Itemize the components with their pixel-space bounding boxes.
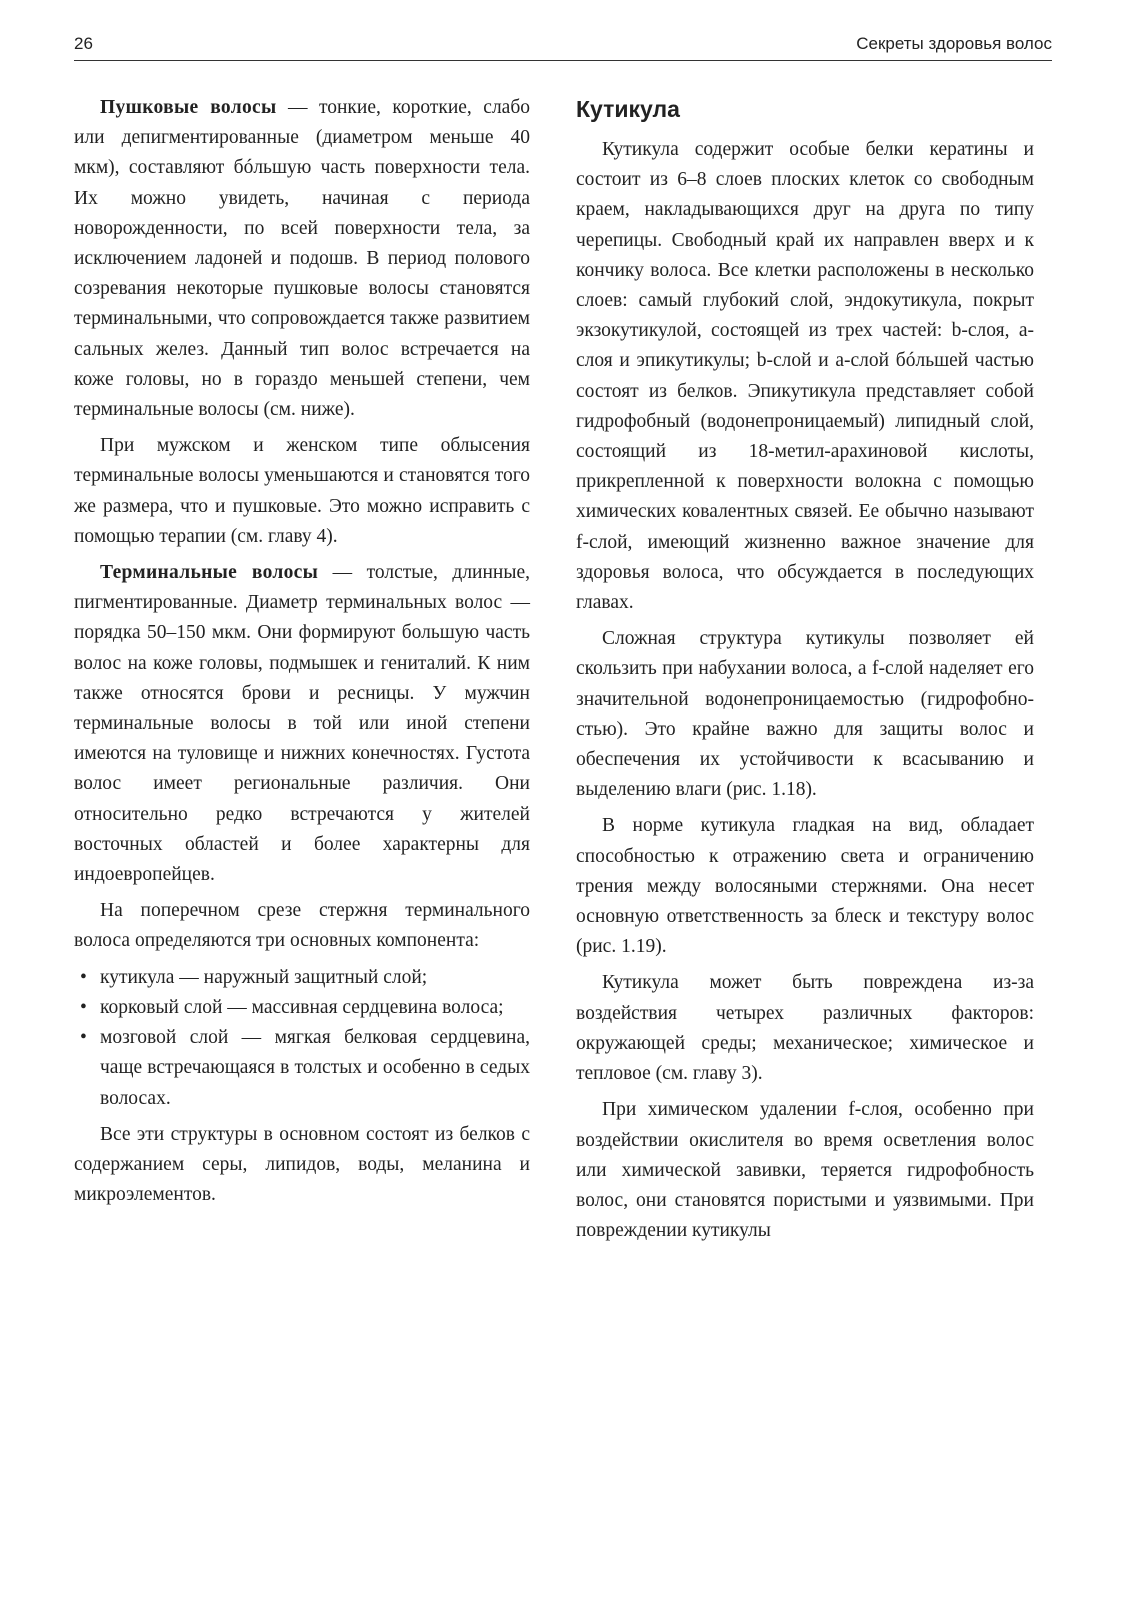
list-item: [74, 963, 530, 993]
list-item: [74, 1023, 530, 1114]
bullet-icon: •: [80, 1027, 87, 1049]
term-vellus-hair: Пушковые волосы: [100, 97, 277, 118]
paragraph-cuticle-structure: Кутикула содержит особые белки кератины и состоит из 6–8 слоев плоских клеток со свободным краем, накладывающихся друг на друга по типу черепицы. Свободный край их направлен вверх и к кончику волоса. Все клетки расположены в несколько слоев: самый глубокий слой, эндокутикула, покрыт экзокутикулой, состоящей из трех частей: b-слоя, а-слоя и эпикутикулы; b-слой и а-слой бóльшей частью состоят из белков. Эпикутикула представляет собой гидрофобный (водонепроницаемый) липидный слой, состоящий из 18-метил-арахиновой кислоты, прикрепленной к поверхности волокна с помощью химических ковалентных связей. Ее обычно называют f-слой, имеющий жизненно важное значение для здоровья волоса, что обсуждается в последующих главах.: [576, 139, 1034, 614]
bullet-icon: •: [80, 996, 87, 1018]
list-item-text: мозговой слой — мягкая белковая сердцевина, чаще встречающаяся в толстых и особенно в седых волосах.: [100, 1027, 530, 1109]
bullet-icon: •: [80, 966, 87, 988]
vellus-hair-text: — тонкие, короткие, слабо или депигментированные (диаметром меньше 40 мкм), составляют бóльшую часть поверхности тела. Их можно увидеть, начиная с периода новорожденности, по всей поверхности тела, за исключением ладоней и подошв. В период полового созревания некоторые пушковые волосы становятся терминальными, что сопровождается также развитием сальных желез. Данный тип волос встречается на коже головы, но в гораздо меньшей степени, чем терминальные волосы (см. ниже).: [74, 97, 531, 421]
paragraph-alopecia: При мужском и женском типе облысения терминальные волосы уменьшаются и становятся того же размера, что и пушковые. Это можно исправить с помощью терапии (см. главу 4).: [74, 435, 530, 547]
section-heading: Кутикула: [576, 96, 680, 122]
paragraph-cuticle-damage: Кутикула может быть повреждена из-за воздействия четырех различных факторов: окружающей среды; механическое; химическое и тепловое (см. главу 3).: [576, 972, 1034, 1085]
list-item-text: корковый слой — массивная сердцевина волоса;: [100, 996, 504, 1018]
term-terminal-hair: Терминальные волосы: [100, 562, 319, 584]
paragraph-cross-section: На поперечном срезе стержня терминального волоса определяются три основных компонента:: [74, 900, 530, 952]
paragraph-f-layer-removal: При химическом удалении f-слоя, особенно при воздействии окислителя во время осветления волос или химической завивки, теряется гидрофобность волос, они становятся пористыми и уязвимыми. При повреждении кутикулы: [576, 1099, 1034, 1242]
paragraph-composition: Все эти структуры в основном состоят из белков с содержанием серы, липидов, воды, меланина и микроэлементов.: [74, 1123, 530, 1206]
list-item: [74, 993, 530, 1023]
paragraph-terminal-hair: [74, 558, 530, 890]
paragraph-cuticle-normal: В норме кутикула гладкая на вид, обладает способностью к отражению света и ограничению трения между волосяными стержнями. Она несет основную ответственность за блеск и текстуру волос (рис. 1.19).: [576, 815, 1034, 958]
paragraph-cuticle-function: Сложная структура кутикулы позволяет ей скользить при набухании волоса, а f-слой наделяет его значительной водонепроницаемостью (гидрофобностью). Это крайне важно для защиты волос и обеспечения их устойчивости к всасыванию и выделению влаги (рис. 1.18).: [576, 628, 1034, 801]
left-column: [74, 93, 530, 1216]
terminal-hair-text: — толстые, длинные, пигментированные. Диаметр терминальных волос — порядка 50–150 мкм. Они формируют большую часть волос на коже головы, подмышек и гениталий. К ним также относятся брови и ресницы. У мужчин терминальные волосы в той или иной степени имеются на туловище и нижних конечностях. Густота волос имеет региональные различия. Они относительно редко встречаются у жителей восточных областей и более характерны для индоевропейцев.: [74, 562, 530, 886]
running-title: Секреты здоровья волос: [856, 34, 1052, 53]
page-number: 26: [74, 34, 93, 53]
running-head: [74, 30, 1052, 61]
components-list: [74, 963, 530, 1114]
list-item-text: кутикула — наружный защитный слой;: [100, 966, 428, 988]
right-column: [576, 93, 1034, 1252]
paragraph-vellus-hair: [74, 93, 530, 425]
